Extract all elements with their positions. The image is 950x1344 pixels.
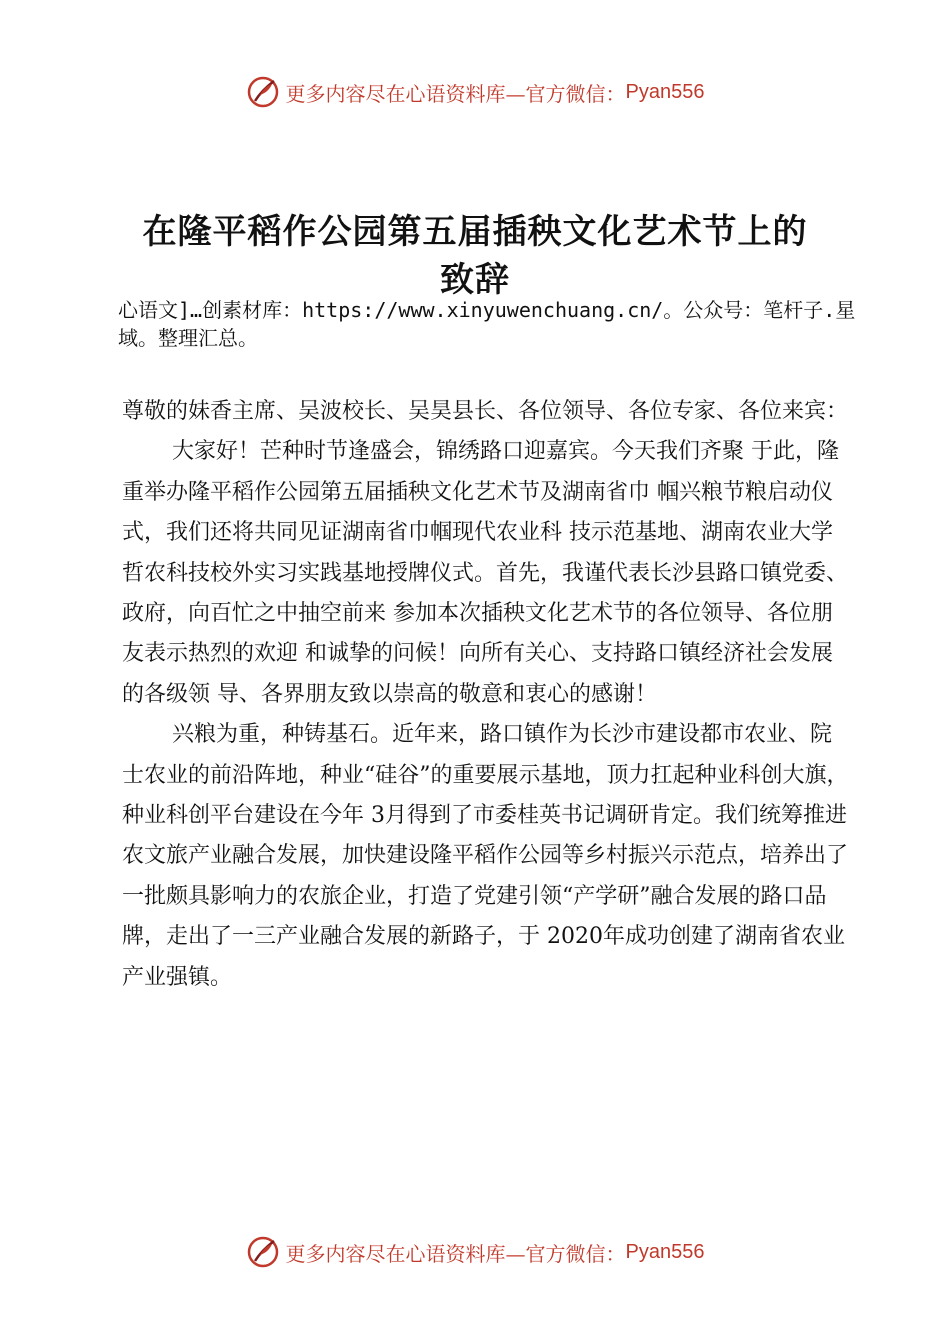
source-note: 心语文]…创素材库：https://www.xinyuwenchuang.cn/。公众号：笔杆子.星域。整理汇总。 bbox=[118, 298, 856, 350]
title-line-2: 致辞 bbox=[440, 260, 510, 300]
salutation: 尊敬的妹香主席、吴波校长、吴昊县长、各位领导、各位专家、各位来宾： bbox=[122, 399, 849, 424]
title-line-1: 在隆平稻作公园第五届插秧文化艺术节上的 bbox=[142, 212, 808, 252]
document-title bbox=[0, 208, 950, 304]
document-body bbox=[122, 392, 852, 998]
banner-wechat-id: Pyan556 bbox=[625, 1240, 705, 1263]
feather-seal-icon bbox=[246, 1235, 280, 1269]
paragraph-2: 兴粮为重，种铸基石。近年来，路口镇作为长沙市建设都市农业、院士农业的前沿阵地，种业“硅谷”的重要展示基地，顶力扛起种业科创大旗，种业科创平台建设在今年 3月得到了市委桂英书记调研肯定。我们统筹推进农文旅产业融合发展，加快建设隆平稻作公园等乡村振兴示范点，培养出了一批颇具影响力的农旅企业，打造了党建引领“产学研”融合发展的路口品牌，走出了一三产业融合发展的新路子，于 2020年成功创建了湖南省农业产业强镇。 bbox=[122, 722, 849, 990]
header-banner bbox=[0, 72, 950, 112]
feather-seal-icon bbox=[246, 75, 280, 109]
footer-banner bbox=[0, 1232, 950, 1272]
paragraph-1: 大家好！芒种时节逢盛会，锦绣路口迎嘉宾。今天我们齐聚 于此，隆重举办隆平稻作公园第五届插秧文化艺术节及湖南省巾 帼兴粮节粮启动仪式，我们还将共同见证湖南省巾帼现代农业科 技示范基地、湖南农业大学哲农科技校外实习实践基地授牌仪式。首先，我谨代表长沙县路口镇党委、政府，向百忙之中抽空前来 参加本次插秧文化艺术节的各位领导、各位朋友表示热烈的欢迎 和诚挚的问候！向所有关心、支持路口镇经济社会发展的各级领 导、各界朋友致以崇高的敬意和衷心的感谢！ bbox=[122, 439, 849, 707]
banner-text: 更多内容尽在心语资料库—官方微信： bbox=[285, 1241, 626, 1266]
banner-wechat-id: Pyan556 bbox=[625, 80, 705, 103]
banner-text: 更多内容尽在心语资料库—官方微信： bbox=[285, 81, 626, 106]
